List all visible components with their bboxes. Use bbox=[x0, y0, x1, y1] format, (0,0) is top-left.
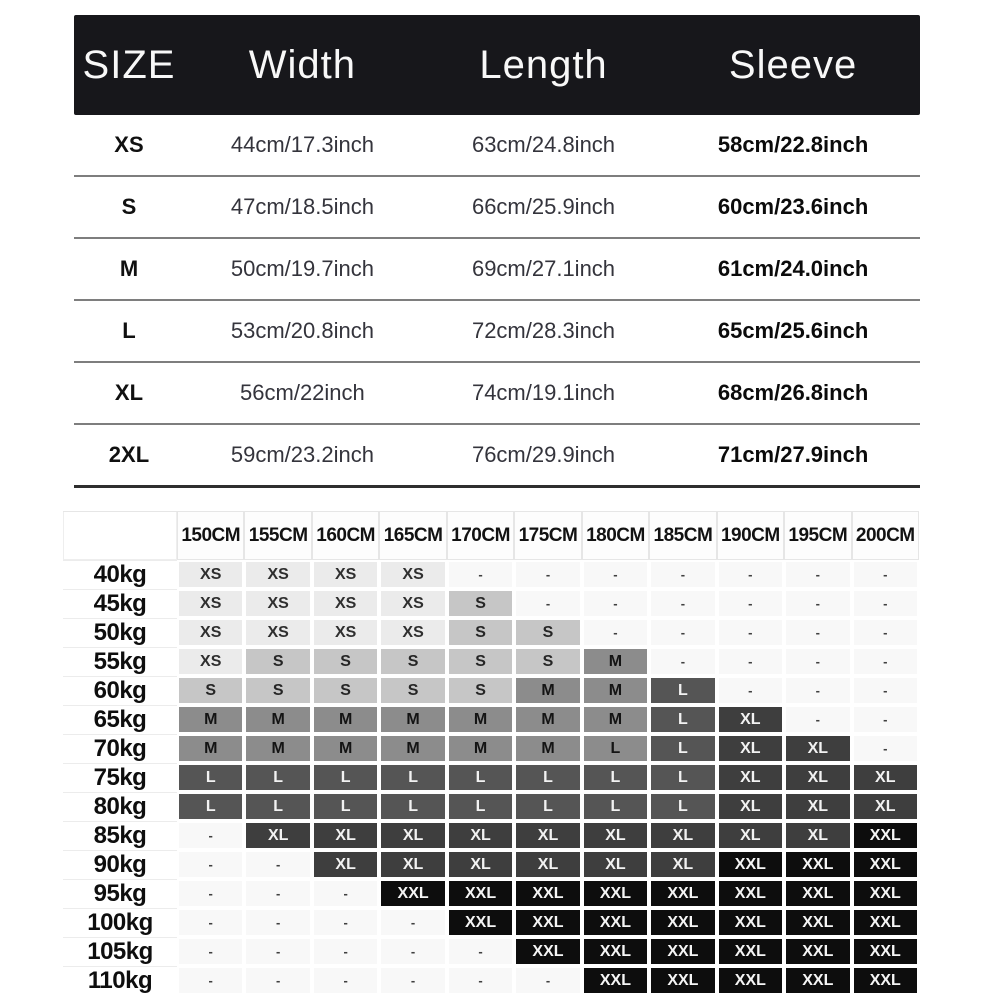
fit-cell: S bbox=[514, 618, 581, 647]
fit-cell-empty: - bbox=[514, 560, 581, 589]
weight-label-cell: 90kg bbox=[63, 850, 177, 879]
fit-cell-empty: - bbox=[649, 560, 716, 589]
fit-cell: XL bbox=[244, 821, 311, 850]
fit-cell: XS bbox=[244, 618, 311, 647]
fit-cell: M bbox=[312, 705, 379, 734]
weight-label-cell: 75kg bbox=[63, 763, 177, 792]
fit-cell: M bbox=[379, 734, 446, 763]
fit-cell-empty: - bbox=[852, 676, 919, 705]
fit-cell: M bbox=[582, 676, 649, 705]
fit-cell: XS bbox=[312, 560, 379, 589]
fit-cell: XS bbox=[379, 589, 446, 618]
height-header-cell: 165CM bbox=[379, 512, 446, 560]
sleeve-value-cell: 71cm/27.9inch bbox=[717, 442, 869, 467]
fit-cell: XXL bbox=[717, 879, 784, 908]
weight-label-cell: 40kg bbox=[63, 560, 177, 589]
fit-cell: S bbox=[447, 676, 514, 705]
fit-cell-empty: - bbox=[717, 560, 784, 589]
length-value-cell: 76cm/29.9inch bbox=[471, 442, 616, 467]
fit-cell: XXL bbox=[717, 850, 784, 879]
fit-cell: XL bbox=[582, 821, 649, 850]
fit-cell: XS bbox=[177, 647, 244, 676]
fit-cell-empty: - bbox=[649, 647, 716, 676]
fit-cell: XXL bbox=[784, 966, 851, 995]
fit-cell: L bbox=[379, 763, 446, 792]
fit-cell: XL bbox=[852, 792, 919, 821]
fit-cell: M bbox=[177, 734, 244, 763]
fit-cell: XL bbox=[784, 792, 851, 821]
length-value-cell: 66cm/25.9inch bbox=[471, 194, 616, 219]
fit-cell: XXL bbox=[582, 879, 649, 908]
fit-cell: L bbox=[447, 763, 514, 792]
fit-cell: L bbox=[582, 792, 649, 821]
fit-cell: M bbox=[582, 705, 649, 734]
width-value-cell: 50cm/19.7inch bbox=[230, 256, 374, 281]
matrix-corner-cell bbox=[63, 512, 177, 560]
fit-cell: XL bbox=[514, 850, 581, 879]
fit-cell: M bbox=[379, 705, 446, 734]
fit-cell: L bbox=[649, 705, 716, 734]
height-header-cell: 200CM bbox=[852, 512, 919, 560]
fit-cell: XXL bbox=[649, 879, 716, 908]
weight-label-cell: 70kg bbox=[63, 734, 177, 763]
fit-cell-empty: - bbox=[784, 589, 851, 618]
height-header-cell: 170CM bbox=[447, 512, 514, 560]
fit-cell-empty: - bbox=[717, 589, 784, 618]
size-label-cell: L bbox=[122, 318, 136, 343]
fit-cell: S bbox=[312, 647, 379, 676]
fit-cell: S bbox=[379, 676, 446, 705]
fit-cell: XL bbox=[784, 734, 851, 763]
fit-cell: XL bbox=[784, 763, 851, 792]
height-header-cell: 150CM bbox=[177, 512, 244, 560]
fit-cell: S bbox=[379, 647, 446, 676]
fit-cell: L bbox=[177, 792, 244, 821]
fit-cell: XL bbox=[582, 850, 649, 879]
fit-cell-empty: - bbox=[177, 937, 244, 966]
fit-cell: M bbox=[514, 676, 581, 705]
fit-cell: XL bbox=[514, 821, 581, 850]
size-table-row bbox=[74, 425, 920, 488]
size-label-cell: 2XL bbox=[108, 442, 150, 467]
column-header-width: Width bbox=[248, 42, 357, 87]
fit-cell-empty: - bbox=[784, 560, 851, 589]
fit-cell: XS bbox=[177, 589, 244, 618]
fit-cell: S bbox=[514, 647, 581, 676]
fit-cell: XXL bbox=[649, 966, 716, 995]
fit-cell: M bbox=[177, 705, 244, 734]
fit-cell: XS bbox=[244, 560, 311, 589]
fit-cell-empty: - bbox=[177, 908, 244, 937]
fit-cell: XS bbox=[312, 589, 379, 618]
fit-cell: XL bbox=[312, 850, 379, 879]
fit-cell-empty: - bbox=[852, 618, 919, 647]
height-weight-fit-matrix bbox=[63, 511, 919, 995]
fit-cell: XS bbox=[177, 618, 244, 647]
fit-cell-empty: - bbox=[784, 705, 851, 734]
fit-cell-empty: - bbox=[379, 908, 446, 937]
width-value-cell: 53cm/20.8inch bbox=[230, 318, 374, 343]
fit-cell: XL bbox=[717, 792, 784, 821]
fit-cell: S bbox=[447, 589, 514, 618]
fit-cell-empty: - bbox=[852, 705, 919, 734]
sleeve-value-cell: 60cm/23.6inch bbox=[717, 194, 869, 219]
fit-cell: XXL bbox=[649, 937, 716, 966]
fit-cell: XXL bbox=[447, 879, 514, 908]
fit-cell: L bbox=[649, 734, 716, 763]
fit-cell-empty: - bbox=[379, 966, 446, 995]
fit-cell: XL bbox=[717, 821, 784, 850]
fit-cell: XXL bbox=[717, 966, 784, 995]
width-value-cell: 47cm/18.5inch bbox=[230, 194, 374, 219]
fit-cell-empty: - bbox=[649, 589, 716, 618]
sleeve-value-cell: 65cm/25.6inch bbox=[717, 318, 869, 343]
size-table-row bbox=[74, 239, 920, 301]
fit-cell: XXL bbox=[514, 879, 581, 908]
sleeve-value-cell: 68cm/26.8inch bbox=[717, 380, 869, 405]
fit-cell: M bbox=[447, 734, 514, 763]
height-header-cell: 155CM bbox=[244, 512, 311, 560]
fit-cell: XL bbox=[379, 821, 446, 850]
fit-cell: XL bbox=[447, 850, 514, 879]
size-table-row bbox=[74, 363, 920, 425]
fit-cell: S bbox=[244, 647, 311, 676]
column-header-size: SIZE bbox=[82, 42, 176, 87]
fit-cell-empty: - bbox=[717, 618, 784, 647]
size-label-cell: S bbox=[121, 194, 137, 219]
weight-label-cell: 60kg bbox=[63, 676, 177, 705]
fit-cell: L bbox=[244, 763, 311, 792]
fit-cell: S bbox=[177, 676, 244, 705]
weight-label-cell: 80kg bbox=[63, 792, 177, 821]
fit-cell: L bbox=[312, 792, 379, 821]
column-header-sleeve: Sleeve bbox=[728, 42, 858, 87]
fit-cell: XXL bbox=[852, 908, 919, 937]
fit-cell: XXL bbox=[784, 850, 851, 879]
column-header-length: Length bbox=[479, 42, 608, 87]
fit-cell: XL bbox=[447, 821, 514, 850]
length-value-cell: 63cm/24.8inch bbox=[471, 132, 616, 157]
height-header-cell: 160CM bbox=[312, 512, 379, 560]
fit-cell: XXL bbox=[852, 879, 919, 908]
fit-cell: L bbox=[649, 763, 716, 792]
weight-label-cell: 65kg bbox=[63, 705, 177, 734]
width-value-cell: 59cm/23.2inch bbox=[230, 442, 374, 467]
fit-cell-empty: - bbox=[582, 560, 649, 589]
size-table-row bbox=[74, 115, 920, 177]
size-table-row bbox=[74, 177, 920, 239]
fit-cell: S bbox=[447, 618, 514, 647]
fit-cell: L bbox=[447, 792, 514, 821]
fit-cell-empty: - bbox=[244, 908, 311, 937]
fit-cell: XXL bbox=[784, 937, 851, 966]
fit-cell: L bbox=[514, 763, 581, 792]
fit-cell-empty: - bbox=[447, 966, 514, 995]
weight-label-cell: 55kg bbox=[63, 647, 177, 676]
fit-cell-empty: - bbox=[582, 589, 649, 618]
fit-cell: XXL bbox=[582, 908, 649, 937]
fit-cell: L bbox=[244, 792, 311, 821]
fit-cell: M bbox=[312, 734, 379, 763]
fit-cell: M bbox=[244, 734, 311, 763]
fit-cell-empty: - bbox=[177, 850, 244, 879]
length-value-cell: 69cm/27.1inch bbox=[471, 256, 616, 281]
fit-cell-empty: - bbox=[784, 618, 851, 647]
fit-cell-empty: - bbox=[177, 966, 244, 995]
fit-cell-empty: - bbox=[717, 676, 784, 705]
fit-cell: XXL bbox=[852, 937, 919, 966]
fit-cell-empty: - bbox=[379, 937, 446, 966]
fit-cell: L bbox=[379, 792, 446, 821]
weight-label-cell: 110kg bbox=[63, 966, 177, 995]
fit-cell: XXL bbox=[852, 850, 919, 879]
fit-cell: XL bbox=[379, 850, 446, 879]
width-value-cell: 56cm/22inch bbox=[240, 380, 365, 405]
fit-cell: S bbox=[312, 676, 379, 705]
fit-cell: XL bbox=[784, 821, 851, 850]
fit-cell: XXL bbox=[852, 821, 919, 850]
fit-cell-empty: - bbox=[447, 937, 514, 966]
fit-cell: L bbox=[649, 792, 716, 821]
length-value-cell: 74cm/19.1inch bbox=[471, 380, 616, 405]
fit-cell: XXL bbox=[649, 908, 716, 937]
weight-label-cell: 50kg bbox=[63, 618, 177, 647]
fit-cell-empty: - bbox=[244, 850, 311, 879]
fit-cell: XXL bbox=[852, 966, 919, 995]
fit-cell: XL bbox=[717, 705, 784, 734]
height-header-cell: 195CM bbox=[784, 512, 851, 560]
fit-cell-empty: - bbox=[312, 966, 379, 995]
fit-cell: XL bbox=[717, 734, 784, 763]
size-label-cell: XS bbox=[114, 132, 144, 157]
length-value-cell: 72cm/28.3inch bbox=[471, 318, 616, 343]
size-table-header-bar bbox=[74, 15, 920, 115]
width-value-cell: 44cm/17.3inch bbox=[230, 132, 374, 157]
fit-cell: XXL bbox=[582, 966, 649, 995]
size-label-cell: XL bbox=[114, 380, 144, 405]
fit-cell: XL bbox=[312, 821, 379, 850]
fit-cell-empty: - bbox=[649, 618, 716, 647]
fit-cell-empty: - bbox=[244, 879, 311, 908]
fit-cell: XXL bbox=[447, 908, 514, 937]
fit-cell: L bbox=[649, 676, 716, 705]
fit-cell: L bbox=[177, 763, 244, 792]
fit-cell: XXL bbox=[514, 937, 581, 966]
fit-cell-empty: - bbox=[852, 589, 919, 618]
fit-cell: L bbox=[582, 734, 649, 763]
fit-cell-empty: - bbox=[852, 647, 919, 676]
fit-cell-empty: - bbox=[312, 879, 379, 908]
fit-cell: XXL bbox=[514, 908, 581, 937]
height-header-cell: 180CM bbox=[582, 512, 649, 560]
fit-cell: S bbox=[244, 676, 311, 705]
weight-label-cell: 105kg bbox=[63, 937, 177, 966]
fit-cell: XL bbox=[649, 850, 716, 879]
fit-cell-empty: - bbox=[244, 937, 311, 966]
fit-cell: S bbox=[447, 647, 514, 676]
fit-cell-empty: - bbox=[514, 966, 581, 995]
fit-cell: XXL bbox=[784, 879, 851, 908]
fit-cell: M bbox=[514, 734, 581, 763]
weight-label-cell: 95kg bbox=[63, 879, 177, 908]
height-header-cell: 175CM bbox=[514, 512, 581, 560]
fit-cell-empty: - bbox=[852, 734, 919, 763]
fit-cell: XS bbox=[244, 589, 311, 618]
fit-cell: M bbox=[582, 647, 649, 676]
size-label-cell: M bbox=[119, 256, 139, 281]
fit-cell: XS bbox=[379, 618, 446, 647]
fit-cell: M bbox=[514, 705, 581, 734]
fit-cell-empty: - bbox=[784, 647, 851, 676]
weight-label-cell: 45kg bbox=[63, 589, 177, 618]
fit-cell: XL bbox=[717, 763, 784, 792]
fit-cell-empty: - bbox=[514, 589, 581, 618]
fit-cell: XL bbox=[852, 763, 919, 792]
fit-cell-empty: - bbox=[447, 560, 514, 589]
size-table-row bbox=[74, 301, 920, 363]
fit-cell-empty: - bbox=[582, 618, 649, 647]
fit-cell-empty: - bbox=[717, 647, 784, 676]
fit-cell: XS bbox=[312, 618, 379, 647]
fit-cell: L bbox=[582, 763, 649, 792]
fit-cell: XXL bbox=[784, 908, 851, 937]
fit-cell-empty: - bbox=[312, 908, 379, 937]
fit-cell-empty: - bbox=[852, 560, 919, 589]
fit-cell: L bbox=[312, 763, 379, 792]
fit-cell: XL bbox=[649, 821, 716, 850]
weight-label-cell: 85kg bbox=[63, 821, 177, 850]
height-header-cell: 190CM bbox=[717, 512, 784, 560]
fit-cell: XXL bbox=[379, 879, 446, 908]
height-header-cell: 185CM bbox=[649, 512, 716, 560]
fit-cell: XXL bbox=[717, 937, 784, 966]
sleeve-value-cell: 61cm/24.0inch bbox=[717, 256, 869, 281]
size-measurement-table bbox=[74, 15, 920, 488]
fit-cell: L bbox=[514, 792, 581, 821]
fit-cell-empty: - bbox=[784, 676, 851, 705]
fit-cell: XXL bbox=[582, 937, 649, 966]
sleeve-value-cell: 58cm/22.8inch bbox=[717, 132, 869, 157]
weight-label-cell: 100kg bbox=[63, 908, 177, 937]
fit-cell: XXL bbox=[717, 908, 784, 937]
fit-cell-empty: - bbox=[177, 821, 244, 850]
size-table-rows bbox=[74, 115, 920, 488]
fit-cell: XS bbox=[177, 560, 244, 589]
fit-cell: M bbox=[447, 705, 514, 734]
fit-cell: XS bbox=[379, 560, 446, 589]
fit-cell-empty: - bbox=[177, 879, 244, 908]
fit-cell-empty: - bbox=[312, 937, 379, 966]
fit-cell: M bbox=[244, 705, 311, 734]
fit-cell-empty: - bbox=[244, 966, 311, 995]
